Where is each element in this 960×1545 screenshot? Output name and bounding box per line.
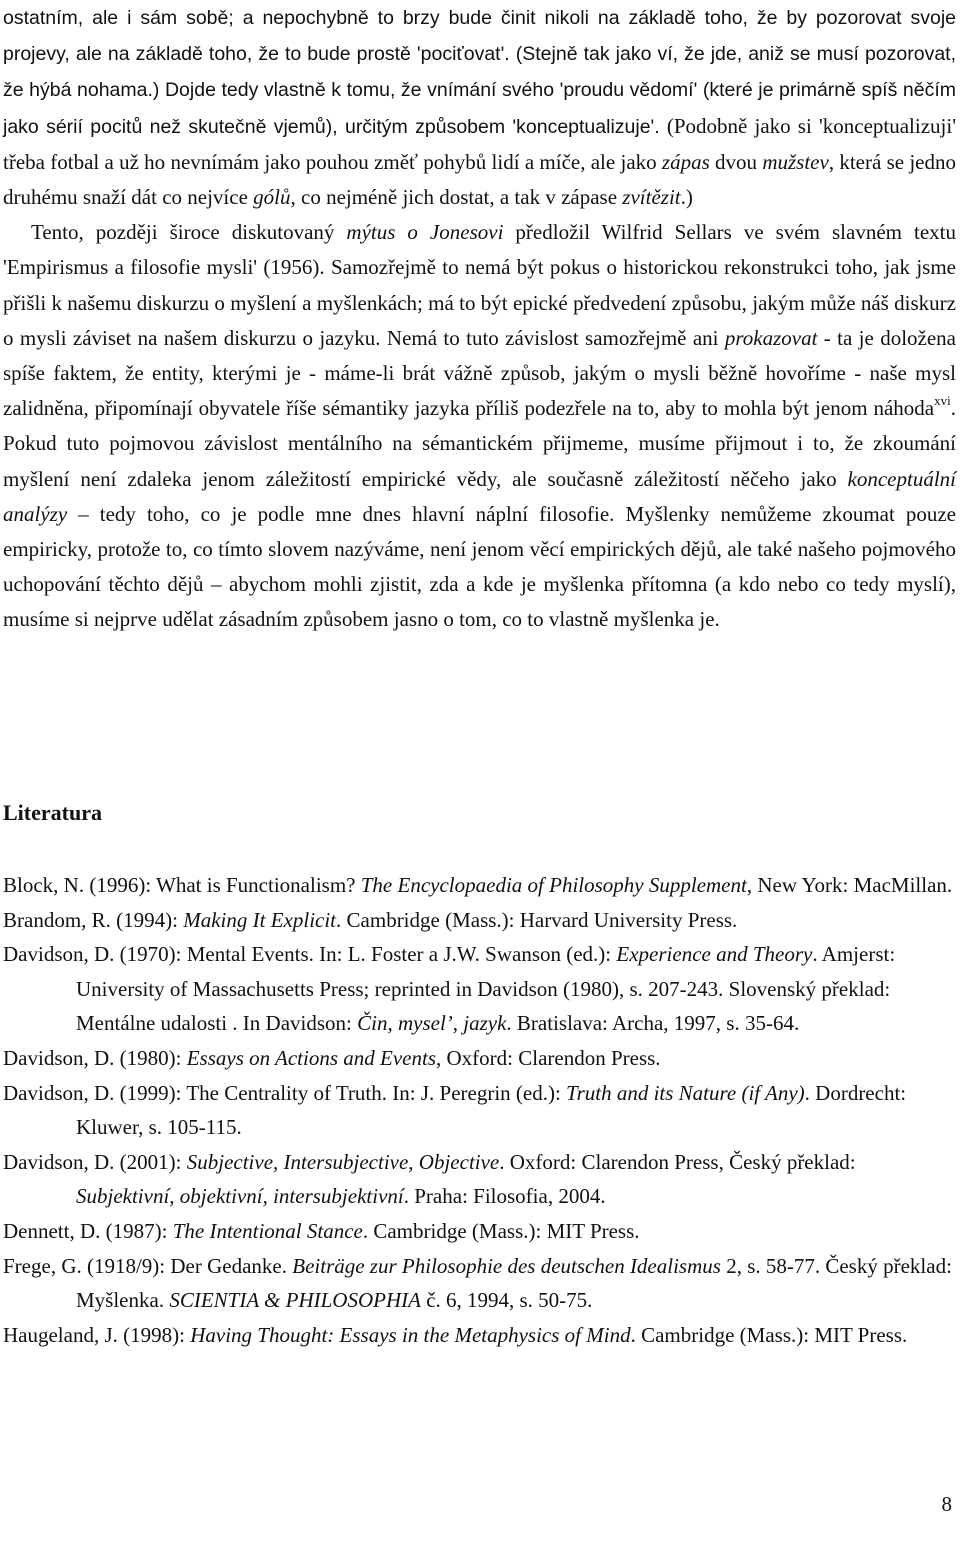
ref-text: . Cambridge (Mass.): MIT Press. — [362, 1218, 640, 1243]
reference-item — [3, 937, 956, 1041]
ref-text: , New York: MacMillan. — [746, 873, 953, 897]
ref-text: Haugeland, J. (1998): — [3, 1322, 191, 1347]
text-segment: dvou — [709, 149, 763, 174]
ref-text: . Amjerst: University of Massachusetts Press; reprinted in Davidson (1980), s. 207-243. Slovenský překlad: Mentálne udalosti . In Davidson: — [76, 942, 896, 1036]
ref-text: . Cambridge (Mass.): Harvard University Press. — [336, 907, 738, 932]
reference-item — [3, 1076, 956, 1145]
text-segment: - ta je doložena spíše faktem, že entity, kterými je - máme-li brát vážně způsob, jakým o mysli běžně hovoříme - naše mysl zalidněna, připomínají obyvatele říše sémantiky jazyka příliš podezřele na to, aby to mohla být jenom náhoda — [3, 325, 956, 421]
ref-title: Making It Explicit — [183, 907, 337, 932]
ref-text: Davidson, D. (1970): Mental Events. In: L. Foster a J.W. Swanson (ed.): — [3, 942, 617, 967]
ref-title: Beiträge zur Philosophie des deutschen Idealismus — [292, 1253, 721, 1278]
ref-text: , Oxford: Clarendon Press. — [436, 1045, 661, 1070]
endnote-marker[interactable]: xvi — [934, 393, 951, 409]
text-segment: . Pokud tuto pojmovou závislost mentálního na sémantickém přijmeme, musíme přijmout i to, že zkoumání myšlení není zdaleka jenom záležitostí empirické vědy, ale současně záležitostí něčeho jako — [3, 396, 956, 491]
ref-text: Block, N. (1996): What is Functionalism? — [3, 873, 361, 897]
document-page — [3, 0, 957, 1516]
ref-text: Davidson, D. (1980): — [3, 1045, 187, 1070]
ref-title: Having Thought: Essays in the Metaphysics of Mind — [190, 1322, 631, 1347]
reference-item — [3, 868, 956, 903]
reference-item — [3, 1214, 956, 1249]
ref-title: The Encyclopaedia of Philosophy Supplement — [360, 873, 747, 897]
reference-item — [3, 1318, 956, 1353]
ref-title: Truth and its Nature (if Any) — [566, 1080, 805, 1105]
text-segment: Tento, později široce diskutovaný — [31, 220, 347, 245]
paragraph-continuation — [3, 0, 956, 215]
ref-title: Experience and Theory — [616, 942, 813, 967]
reference-item — [3, 1249, 956, 1318]
text-segment: .) — [680, 185, 693, 210]
page-number: 8 — [941, 1492, 952, 1516]
italic-term: mýtus o Jonesovi — [346, 220, 504, 245]
text-segment: , která se jedno druhému snaží dát co nejvíce — [3, 149, 957, 210]
reference-list — [3, 868, 956, 1352]
ref-text: Davidson, D. (1999): The Centrality of Truth. In: J. Peregrin (ed.): — [3, 1080, 567, 1105]
ref-title: Subjective, Intersubjective, Objective — [186, 1149, 500, 1174]
section-heading-literatura: Literatura — [3, 800, 102, 825]
ref-text: 2, s. 58-77. Český překlad: Myšlenka. — [76, 1253, 952, 1313]
text-segment: předložil Wilfrid Sellars ve svém slavném textu 'Empirismus a filosofie mysli' (1956). Samozřejmě to nemá být pokus o historickou rekonstrukci toho, jak jsme přišli k našemu diskurzu o myšlení a myšlenkách; má to být epické předvedení způsobu, jakým může náš diskurz o mysli záviset na našem diskurzu o jazyku. Nemá to tuto závislost samozřejmě ani — [3, 220, 956, 350]
paragraph-jones-myth — [3, 215, 956, 637]
ref-title: Subjektivní, objektivní, intersubjektivní — [76, 1184, 404, 1209]
ref-text: Davidson, D. (2001): — [3, 1149, 187, 1174]
italic-term: konceptuální analýzy — [3, 466, 956, 526]
ref-text: . Cambridge (Mass.): MIT Press. — [630, 1322, 908, 1347]
italic-term: prokazovat — [724, 325, 818, 350]
reference-item — [3, 1041, 956, 1076]
text-segment: , co nejméně jich dostat, a tak v zápase — [290, 185, 623, 210]
paragraph-sans-segment: ostatním, ale i sám sobě; a nepochybně to brzy bude činit nikoli na základě toho, že by pozorovat svoje projevy, ale na základě toho, že to bude prostě 'pociťovat'. (Stejně tak jako ví, že jde, aniž se musí pozorovat, že hýbá nohama.) Dojde tedy vlastně k tomu, že vnímání svého 'proudu vědomí' (které je primárně spíš něčím jako sérií pocitů než skutečně vjemů), určitým způsobem 'konceptualizuje'. — [3, 7, 956, 138]
italic-term: gólů — [253, 185, 291, 210]
ref-title: The Intentional Stance — [172, 1218, 363, 1243]
ref-title: SCIENTIA & PHILOSOPHIA — [169, 1288, 421, 1313]
ref-text: . Dordrecht: Kluwer, s. 105-115. — [76, 1080, 907, 1140]
ref-text: Brandom, R. (1994): — [3, 907, 184, 932]
italic-term: zápas — [661, 149, 710, 174]
reference-item — [3, 903, 956, 938]
italic-term: zvítězit — [622, 185, 681, 210]
text-segment: (Podobně jako si 'konceptualizuji' třeba fotbal a už ho nevnímám jako pouhou změť pohybů lidí a míče, ale jako — [3, 113, 956, 174]
ref-text: . Bratislava: Archa, 1997, s. 35-64. — [506, 1011, 800, 1036]
ref-text: Frege, G. (1918/9): Der Gedanke. — [3, 1253, 293, 1278]
reference-item — [3, 1145, 956, 1214]
italic-term: mužstev — [762, 149, 829, 174]
ref-text: . Oxford: Clarendon Press, Český překlad: — [499, 1149, 856, 1174]
ref-text: Dennett, D. (1987): — [3, 1218, 173, 1243]
ref-text: . Praha: Filosofia, 2004. — [403, 1184, 606, 1209]
ref-text: č. 6, 1994, s. 50-75. — [420, 1288, 593, 1313]
text-segment: – tedy toho, co je podle mne dnes hlavní náplní filosofie. Myšlenky nemůžeme zkoumat pouze empiricky, protože to, co tímto slovem nazýváme, není jenom věcí empirických dějů, ale také našeho pojmového uchopování těchto dějů – abychom mohli zjistit, zda a kde je myšlenka přítomna (a kdo nebo co tedy myslí), musíme si nejprve udělat zásadním způsobem jasno o tom, co to vlastně myšlenka je. — [3, 501, 956, 632]
ref-title: Čin, mysel’, jazyk — [357, 1011, 507, 1036]
ref-title: Essays on Actions and Events — [186, 1045, 436, 1070]
